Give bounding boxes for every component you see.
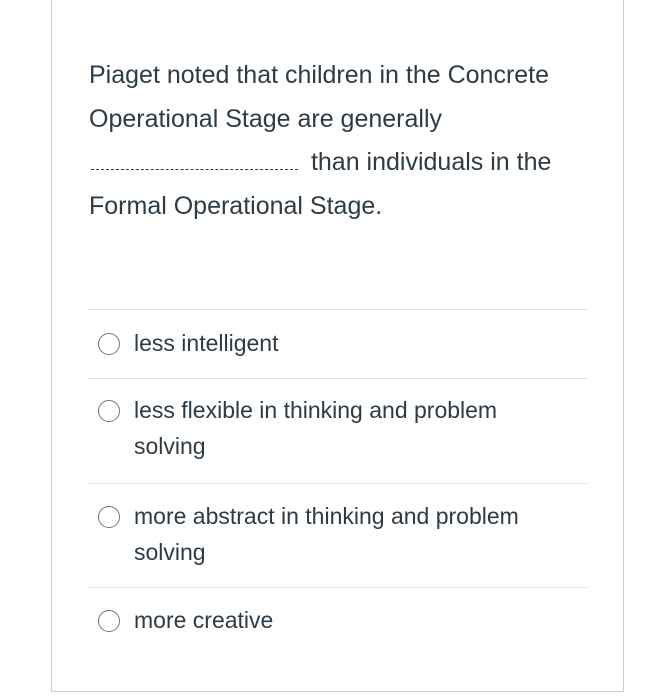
radio-button-icon[interactable]	[98, 400, 120, 422]
answer-label[interactable]: less intelligent	[134, 330, 279, 356]
question-text-before: Piaget noted that children in the Concrete Operational Stage are generally	[89, 61, 550, 133]
question-text	[89, 54, 589, 228]
answer-option[interactable]	[88, 378, 587, 483]
answer-option[interactable]	[88, 587, 587, 657]
answer-option[interactable]	[88, 483, 587, 587]
fill-in-blank	[91, 151, 298, 170]
question-card	[51, 0, 624, 692]
radio-button-icon[interactable]	[98, 506, 120, 528]
answer-label[interactable]: less flexible in thinking and problem solving	[134, 397, 498, 459]
answer-list	[88, 309, 587, 657]
answer-option[interactable]	[88, 309, 587, 378]
radio-button-icon[interactable]	[98, 610, 120, 632]
answer-label[interactable]: more creative	[134, 607, 274, 633]
question-text-after: than individuals in the Formal Operational Stage.	[89, 148, 552, 220]
radio-button-icon[interactable]	[98, 333, 120, 355]
answer-label[interactable]: more abstract in thinking and problem solving	[134, 503, 519, 565]
